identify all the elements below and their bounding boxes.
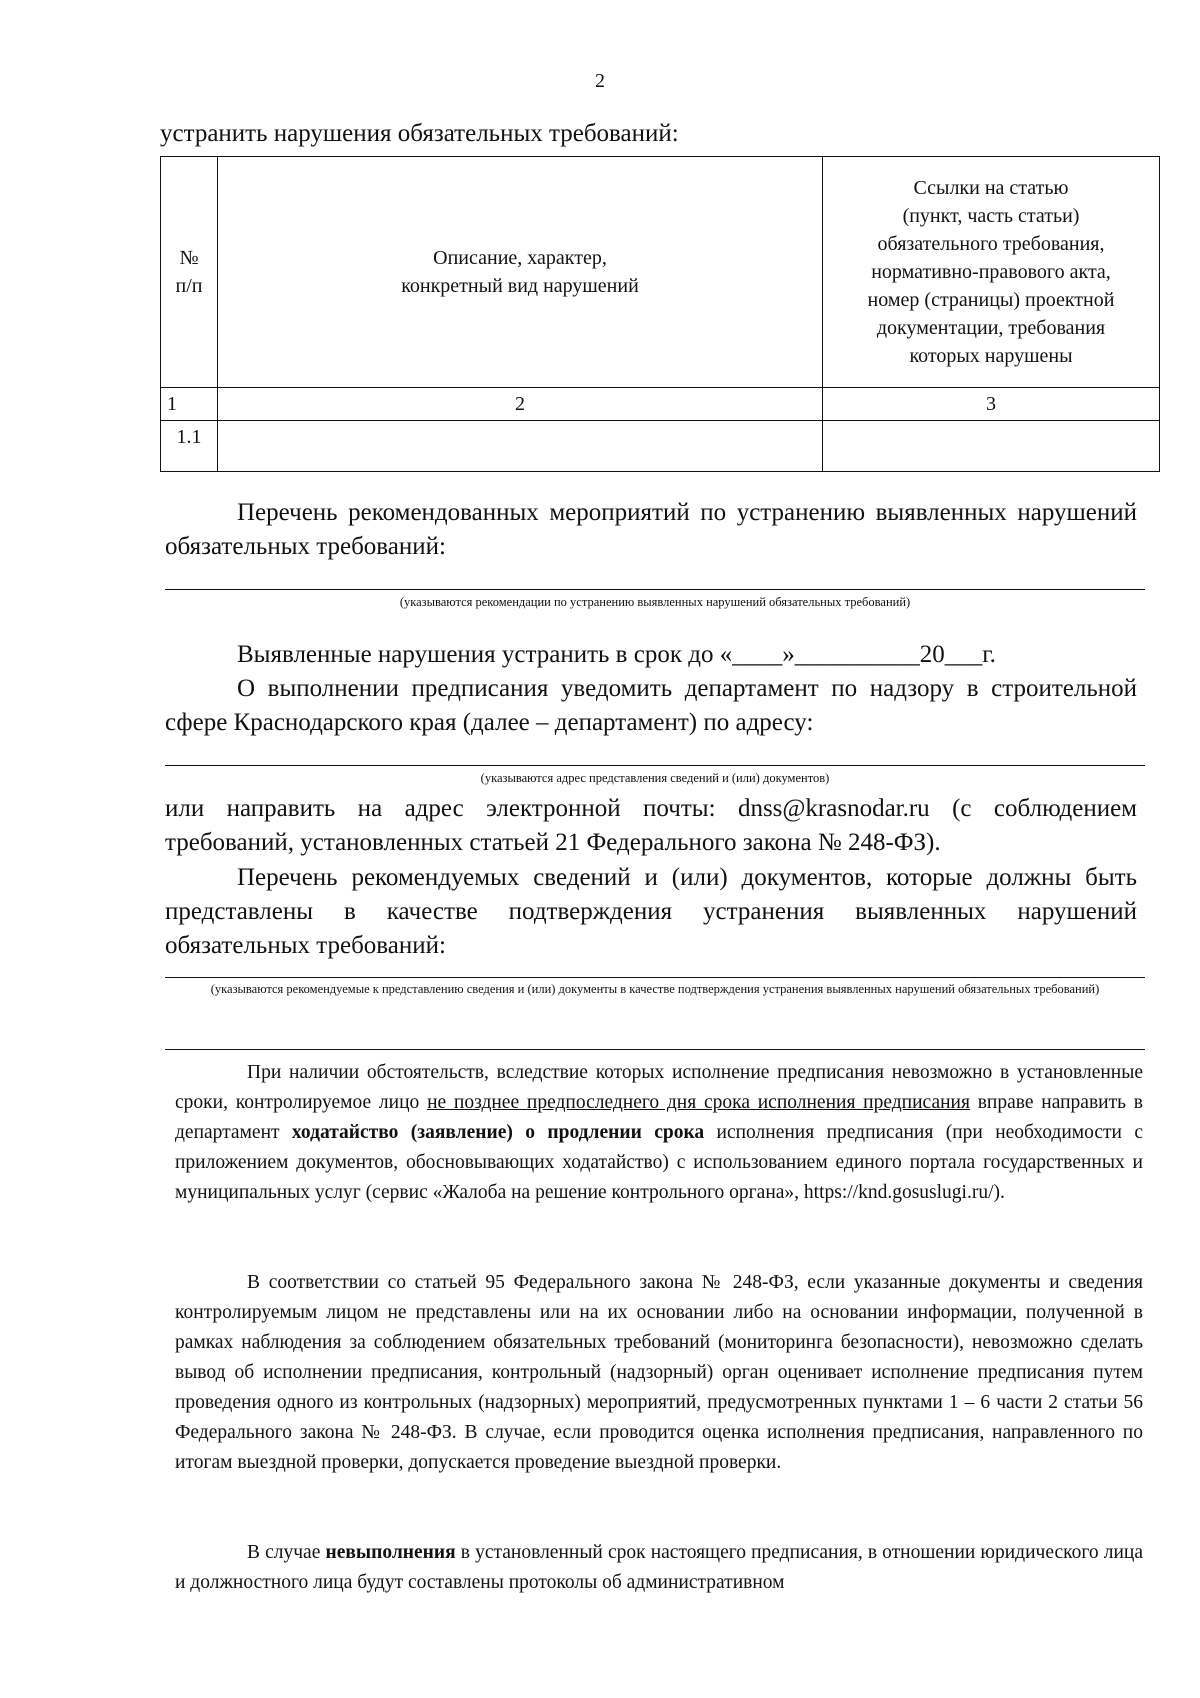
intro-line: устранить нарушения обязательных требований:	[160, 120, 679, 147]
recommended-measures-text: Перечень рекомендованных мероприятий по устранению выявленных нарушений обязательных требований:	[165, 499, 1137, 560]
recommended-fill-line	[165, 589, 1145, 590]
documents-fill-line	[165, 977, 1145, 978]
violations-table	[160, 156, 1160, 472]
column-number-3: 3	[823, 388, 1160, 421]
non-compliance-emphasis: невыполнения	[325, 1542, 456, 1563]
column-number-1: 1	[161, 388, 218, 421]
documents-fill-line-2	[165, 1049, 1145, 1050]
extension-paragraph: При наличии обстоятельств, вследствие которых исполнение предписания невозможно в установленные сроки, контролируемое лицо не позднее предпоследнего дня срока исполнения предписания вправе направить в департамент ходатайство (заявление) о продлении срока исполнения предписания (при необходимости с приложением документов, обосновывающих ходатайство) с использованием единого портала государственных и муниципальных услуг (сервис «Жалоба на решение контрольного органа», https://knd.gosuslugi.ru/).	[175, 1062, 1143, 1203]
article-95-paragraph: В соответствии со статьей 95 Федерального закона № 248-ФЗ, если указанные документы и сведения контролируемым лицом не представлены или на их основании либо на основании информации, полученной в рамках наблюдения за соблюдением обязательных требований (мониторинга безопасности), невозможно сделать вывод об исполнении предписания, контрольный (надзорный) орган оценивает исполнение предписания путем проведения одного из контрольных (надзорных) мероприятий, предусмотренных пунктами 1 – 6 части 2 статьи 56 Федерального закона № 248-ФЗ. В случае, если проводится оценка исполнения предписания, направленного по итогам выездной проверки, допускается проведение выездной проверки.	[175, 1272, 1143, 1473]
deadline-line: Выявленные нарушения устранить в срок до «____»__________20___г.	[237, 641, 996, 668]
petition-emphasis: ходатайство (заявление) о продлении срока	[291, 1122, 705, 1143]
row-references	[823, 421, 1160, 472]
table-column-numbers-row	[161, 388, 1160, 421]
email-text: или направить на адрес электронной почты: dnss@krasnodar.ru (с соблюдением требований, установленных статьей 21 Федерального закона № 248-ФЗ).	[165, 795, 1137, 856]
notify-text: О выполнении предписания уведомить департамент по надзору в строительной сфере Краснодарского края (далее – департамент) по адресу:	[165, 675, 1137, 736]
header-references: Ссылки на статью (пункт, часть статьи) обязательного требования, нормативно-правового акта, номер (страницы) проектной документации, требования которых нарушены	[823, 157, 1160, 388]
documents-text: Перечень рекомендуемых сведений и (или) документов, которые должны быть представлены в качестве подтверждения устранения выявленных нарушений обязательных требований:	[165, 864, 1137, 959]
table-header-row	[161, 157, 1160, 388]
address-fill-line	[165, 765, 1145, 766]
address-caption: (указываются адрес представления сведений и (или) документов)	[480, 771, 830, 785]
row-number: 1.1	[161, 421, 218, 472]
table-row	[161, 421, 1160, 472]
header-description: Описание, характер, конкретный вид нарушений	[218, 157, 823, 388]
column-number-2: 2	[218, 388, 823, 421]
deadline-emphasis: не позднее предпоследнего дня срока исполнения предписания	[427, 1092, 970, 1113]
header-number: № п/п	[161, 157, 218, 388]
row-description	[218, 421, 823, 472]
non-compliance-paragraph: В случае невыполнения в установленный срок настоящего предписания, в отношении юридического лица и должностного лица будут составлены протоколы об административном	[175, 1542, 1143, 1593]
documents-caption: (указываются рекомендуемые к представлению сведения и (или) документы в качестве подтверждения устранения выявленных нарушений обязательных требований)	[210, 982, 1100, 996]
recommended-caption: (указываются рекомендации по устранению выявленных нарушений обязательных требований)	[399, 595, 911, 609]
page-number: 2	[595, 70, 605, 92]
